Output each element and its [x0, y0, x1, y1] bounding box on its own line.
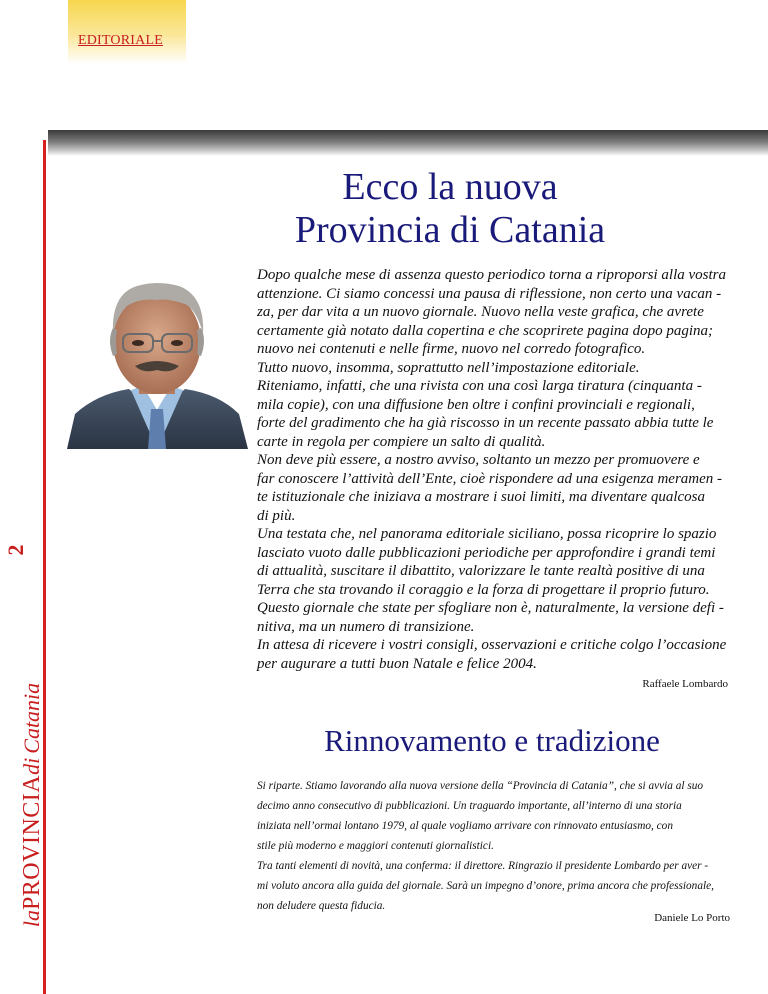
article1-line: per augurare a tutti buon Natale e felice 2004. [257, 655, 537, 672]
author-portrait [67, 264, 248, 449]
article1-title-line1: Ecco la nuova [342, 166, 558, 208]
article1-line: di più. [257, 507, 296, 524]
article1-line: forte del gradimento che ha già riscosso in un recente passato abbia tutte le [257, 415, 714, 431]
page-number: 2 [3, 544, 28, 556]
masthead [20, 683, 44, 927]
article1-line: carte in regola per compiere un salto di qualità. [257, 433, 546, 450]
article2-line: iniziata nell’ormai lontano 1979, al quale vogliamo arrivare con rinnovato entusiasmo, con [257, 820, 673, 832]
article1-line: Tutto nuovo, insomma, soprattutto nell’impostazione editoriale. [257, 359, 640, 376]
article1-line: di attualità, suscitare il dibattito, valorizzare le tante realtà positive di una [257, 563, 705, 579]
article1-line: far conoscere l’attività dell’Ente, cioè rispondere ad una esigenza meramen - [257, 470, 723, 487]
article1-line: lasciato vuoto dalle pubblicazioni periodiche per approfondire i grandi temi [257, 544, 716, 561]
article2-line: Si riparte. Stiamo lavorando alla nuova versione della “Provincia di Catania”, che si avvia al suo [257, 780, 704, 792]
portrait-illustration [67, 264, 248, 449]
article2-signature: Daniele Lo Porto [654, 912, 730, 924]
article1-line: Questo giornale che state per sfogliare non è, naturalmente, la versione defi - [257, 600, 724, 616]
masthead-la: la [19, 910, 44, 928]
article1-line: Una testata che, nel panorama editoriale siciliano, possa ricoprire lo spazio [257, 526, 717, 542]
article1-line: certamente già notato dalla copertina e che scoprirete pagina dopo pagina; [257, 322, 714, 339]
article2-line: Tra tanti elementi di novità, una conferma: il direttore. Ringrazio il presidente Lombardo per aver - [257, 860, 709, 872]
section-tab [68, 0, 186, 64]
header-band [48, 130, 768, 156]
article1-line: attenzione. Ci siamo concessi una pausa di riflessione, non certo una vacan - [257, 285, 722, 302]
article1-line: Non deve più essere, a nostro avviso, soltanto un mezzo per promuovere e [257, 452, 700, 468]
article2-line: decimo anno consecutivo di pubblicazioni. Un traguardo importante, all’interno di una storia [257, 800, 682, 812]
article2-body [257, 776, 727, 916]
article2-line: stile più moderno e maggiori contenuti giornalistici. [257, 840, 494, 852]
masthead-catania: Catania [19, 682, 44, 754]
article1-line: Dopo qualche mese di assenza questo periodico torna a riproporsi alla vostra [257, 267, 727, 283]
article1-line: za, per dar vita a un nuovo giornale. Nuovo nella veste grafica, che avrete [257, 304, 704, 320]
article1-line: nuovo nei contenuti e nelle firme, nuovo nel corredo fotografico. [257, 341, 646, 357]
article1-line: In attesa di ricevere i vostri consigli, osservazioni e critiche colgo l’occasione [257, 637, 727, 653]
article1-title [250, 166, 650, 252]
article2-title: Rinnovamento e tradizione [324, 723, 660, 758]
article1-title-line2: Provincia di Catania [294, 209, 606, 251]
article2-line: mi voluto ancora alla guida del giornale. Sarà un impegno d’onore, prima ancora che professionale, [257, 880, 714, 892]
article1-line: Riteniamo, infatti, che una rivista con una così larga tiratura (cinquanta - [257, 378, 702, 394]
article1-line: nitiva, ma un numero di transizione. [257, 618, 475, 635]
article1-line: Terra che sta trovando il coraggio e la forza di progettare il proprio futuro. [257, 581, 710, 598]
article1-body [257, 266, 749, 673]
section-label: EDITORIALE [78, 33, 163, 48]
article1-signature: Raffaele Lombardo [642, 678, 728, 690]
masthead-provincia: PROVINCIA [19, 774, 45, 911]
article2-line: non deludere questa fiducia. [257, 900, 386, 912]
article1-line: te istituzionale che iniziava a mostrare i suoi limiti, ma diventare qualcosa [257, 489, 706, 505]
article1-line: mila copie), con una diffusione ben oltre i confini provinciali e regionali, [257, 396, 695, 413]
masthead-di: di [19, 757, 44, 775]
